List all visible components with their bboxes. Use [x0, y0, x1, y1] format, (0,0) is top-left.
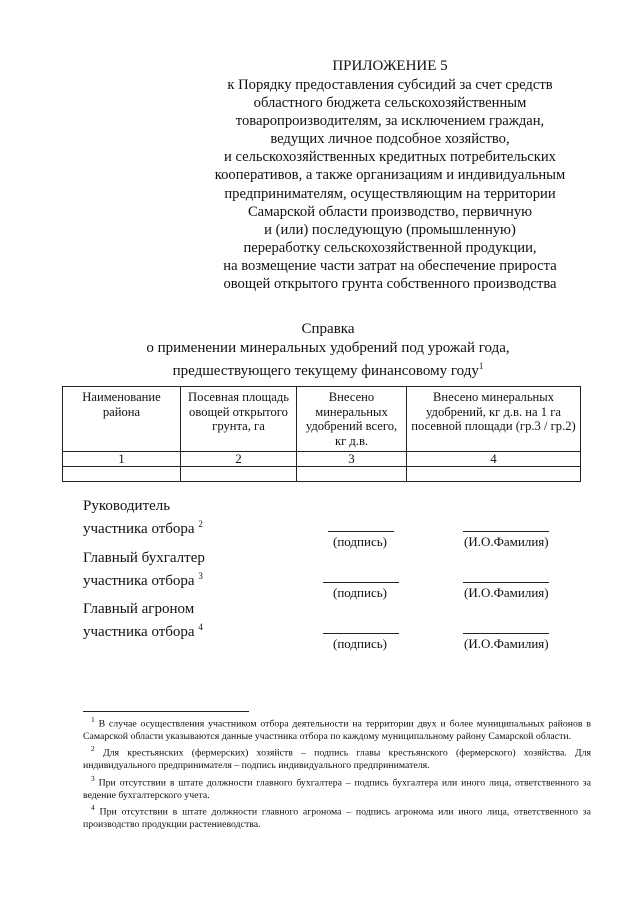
- appendix-line: Самарской области производство, первичную: [247, 203, 533, 220]
- footnote-ref: 1: [478, 361, 484, 371]
- name-caption: (И.О.Фамилия): [464, 534, 549, 549]
- footnote-divider: [83, 711, 249, 712]
- fertilizer-table: [62, 386, 581, 482]
- appendix-line: кооперативов, а также организациям и индивидуальным: [214, 167, 566, 184]
- footnote-text: В случае осуществления участником отбора деятельности на территории двух и более муниципальных районов в Самарской области указываются данные участника отбора по каждому муниципальному району Самарской области.: [83, 718, 591, 742]
- table-cell: [407, 467, 581, 482]
- name-line: [463, 633, 549, 634]
- signature-caption: (подпись): [333, 585, 387, 600]
- table-cell: [181, 467, 297, 482]
- footnote-ref: 3: [198, 571, 203, 581]
- role-subtitle: [83, 515, 203, 538]
- appendix-line: предпринимателям, осуществляющим на территории: [224, 185, 556, 202]
- appendix-line: овощей открытого грунта собственного производства: [223, 276, 557, 293]
- table-empty-row: [63, 467, 581, 482]
- footnote: [83, 714, 591, 743]
- name-line: [463, 531, 549, 532]
- appendix-line: областного бюджета сельскохозяйственным: [253, 95, 527, 112]
- name-caption: (И.О.Фамилия): [464, 636, 549, 651]
- footnote-number: 4: [91, 803, 95, 813]
- footnote-number: 2: [91, 744, 95, 754]
- appendix-line: к Порядку предоставления субсидий за счет средств: [227, 77, 553, 93]
- footnote: [83, 773, 591, 802]
- column-number: 3: [297, 452, 407, 467]
- appendix-line: и (или) последующую (промышленную): [264, 221, 516, 238]
- signature-caption: (подпись): [333, 534, 387, 549]
- column-header-district: Наименование района: [63, 387, 181, 452]
- column-number: 2: [181, 452, 297, 467]
- footnote-ref: 2: [198, 519, 203, 529]
- column-header-total-fertilizer: Внесено минеральных удобрений всего, кг д.в.: [297, 387, 407, 452]
- name-line: [463, 582, 549, 583]
- role-subtitle-text: участника отбора: [83, 624, 195, 640]
- appendix-line: и сельскохозяйственных кредитных потребительских: [224, 149, 556, 166]
- column-number: 4: [407, 452, 581, 467]
- title-subline: о применении минеральных удобрений под урожай года,: [146, 339, 510, 356]
- appendix-line: ведущих личное подсобное хозяйство,: [270, 131, 510, 148]
- table-header-row: [63, 387, 581, 452]
- role-subtitle: [83, 618, 203, 641]
- table-cell: [297, 467, 407, 482]
- signature-line: [323, 582, 399, 583]
- table-number-row: [63, 452, 581, 467]
- column-header-fertilizer-per-ha: Внесено минеральных удобрений, кг д.в. на 1 га посевной площади (гр.3 / гр.2): [407, 387, 581, 452]
- title-subline-text: предшествующего текущему финансовому году: [172, 363, 479, 379]
- role-title: Руководитель: [83, 498, 171, 514]
- role-subtitle-text: участника отбора: [83, 521, 195, 537]
- document-title: [100, 320, 556, 381]
- appendix-title: ПРИЛОЖЕНИЕ 5: [332, 58, 448, 74]
- signature-role-accountant: [83, 549, 205, 590]
- appendix-line: товаропроизводителям, за исключением граждан,: [235, 113, 545, 130]
- appendix-line: на возмещение части затрат на обеспечение прироста: [223, 257, 557, 274]
- footnote-number: 3: [91, 773, 95, 783]
- role-title: Главный агроном: [83, 601, 195, 617]
- signature-line: [328, 531, 394, 532]
- table-cell: [63, 467, 181, 482]
- appendix-header: [180, 57, 600, 293]
- title-main: Справка: [301, 321, 355, 337]
- role-title: Главный бухгалтер: [83, 550, 205, 566]
- footnote-text: Для крестьянских (фермерских) хозяйств – подпись главы крестьянского (фермерского) хозяйства. Для индивидуального предпринимателя – подпись индивидуального предпринимателя.: [83, 747, 591, 772]
- footnote-text: При отсутствии в штате должности главного агронома – подпись агронома или иного лица, ответственного за производство продукции растениеводства.: [83, 806, 591, 831]
- footnote-ref: 4: [198, 622, 203, 632]
- footnotes: [83, 714, 591, 832]
- footnote-number: 1: [91, 715, 95, 724]
- footnote: [83, 743, 591, 772]
- column-header-area: Посевная площадь овощей открытого грунта, га: [181, 387, 297, 452]
- signature-line: [323, 633, 399, 634]
- title-subline: [100, 357, 556, 381]
- appendix-line: переработку сельскохозяйственной продукции,: [243, 239, 537, 256]
- footnote-text: При отсутствии в штате должности главного бухгалтера – подпись бухгалтера или иного лица, ответственного за ведение бухгалтерского учета.: [83, 777, 592, 801]
- signature-role-agronomist: [83, 600, 203, 641]
- footnote: [83, 802, 591, 831]
- name-caption: (И.О.Фамилия): [464, 585, 549, 600]
- column-number: 1: [63, 452, 181, 467]
- signature-role-director: [83, 497, 203, 538]
- role-subtitle-text: участника отбора: [83, 573, 195, 589]
- signature-caption: (подпись): [333, 636, 387, 651]
- role-subtitle: [83, 567, 205, 590]
